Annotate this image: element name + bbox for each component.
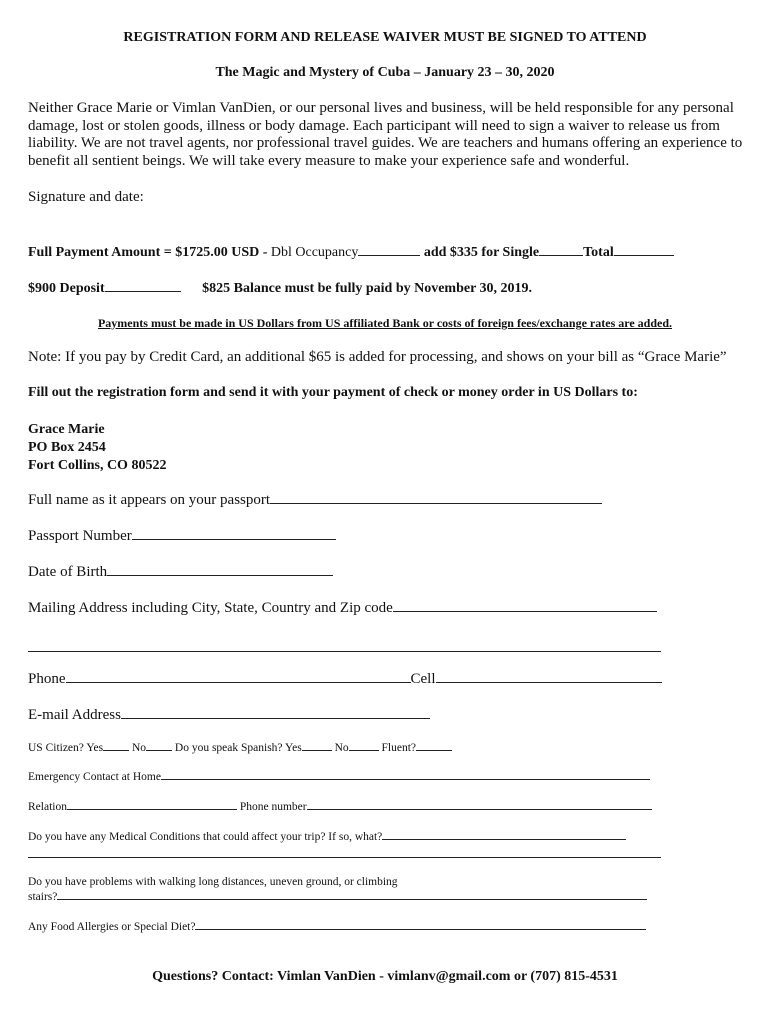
us-citizen-no-field[interactable] — [146, 741, 172, 751]
medical-label: Do you have any Medical Conditions that could affect your trip? If so, what? — [28, 831, 383, 843]
food-row — [28, 920, 646, 933]
passport-row — [28, 527, 336, 545]
single-supplement-label: add $335 for Single — [423, 245, 540, 260]
full-name-field[interactable] — [270, 491, 602, 504]
deposit-field[interactable] — [105, 279, 181, 292]
dob-row — [28, 563, 333, 581]
food-label: Any Food Allergies or Special Diet? — [28, 921, 196, 933]
full-name-row — [28, 491, 602, 509]
form-title: REGISTRATION FORM AND RELEASE WAIVER MUST BE SIGNED TO ATTEND — [123, 30, 647, 45]
us-citizen-yes-field[interactable] — [103, 741, 129, 751]
mailing-address-block — [28, 421, 166, 475]
cell-label: Cell — [410, 671, 436, 687]
address-po-box: PO Box 2454 — [28, 440, 106, 455]
spanish-yes-field[interactable] — [302, 741, 332, 751]
walking-label-line-2: stairs? — [28, 891, 58, 903]
balance-notice: $825 Balance must be fully paid by November 30, 2019. — [202, 281, 533, 296]
relation-field[interactable] — [67, 800, 237, 810]
signature-label: Signature and date: — [28, 189, 144, 205]
spanish-label: Do you speak Spanish? Yes — [174, 742, 302, 754]
send-instructions: Fill out the registration form and send it with your payment of check or money order in US Dollars to: — [28, 385, 638, 400]
emergency-phone-field[interactable] — [307, 800, 652, 810]
us-citizen-no-label: No — [131, 742, 147, 754]
deposit-label: $900 Deposit — [28, 281, 105, 296]
walking-row — [28, 890, 647, 903]
cell-field[interactable] — [436, 670, 662, 683]
dob-field[interactable] — [107, 563, 333, 576]
currency-notice: Payments must be made in US Dollars from US affiliated Bank or costs of foreign fees/exchange rates are added. — [97, 316, 673, 330]
spanish-no-field[interactable] — [349, 741, 379, 751]
full-payment-amount: Full Payment Amount = $1725.00 USD - — [28, 245, 271, 260]
trip-subtitle: The Magic and Mystery of Cuba – January 23 – 30, 2020 — [215, 65, 555, 80]
email-label: E-mail Address — [28, 707, 121, 723]
relation-label: Relation — [28, 801, 67, 813]
dob-label: Date of Birth — [28, 564, 108, 580]
food-field[interactable] — [195, 920, 646, 930]
phone-field[interactable] — [66, 670, 411, 683]
emergency-label: Emergency Contact at Home — [28, 771, 161, 783]
credit-card-note: Note: If you pay by Credit Card, an additional $65 is added for processing, and shows on your bill as “Grace Marie” — [28, 349, 727, 365]
phone-row — [28, 670, 662, 688]
mailing-address-row — [28, 599, 657, 617]
single-field[interactable] — [539, 243, 583, 256]
mailing-address-line-2[interactable] — [28, 651, 661, 652]
address-city: Fort Collins, CO 80522 — [28, 458, 167, 473]
total-label: Total — [583, 245, 614, 260]
mailing-address-label: Mailing Address including City, State, Country and Zip code — [28, 600, 393, 616]
medical-field[interactable] — [382, 830, 626, 840]
payment-line — [28, 243, 674, 261]
contact-footer: Questions? Contact: Vimlan VanDien - vimlanv@gmail.com or (707) 815-4531 — [152, 969, 618, 984]
full-name-label: Full name as it appears on your passport — [28, 492, 271, 508]
phone-label: Phone — [28, 671, 66, 687]
spanish-no-label: No — [334, 742, 349, 754]
passport-label: Passport Number — [28, 528, 132, 544]
deposit-line — [28, 279, 532, 297]
phone-number-label: Phone number — [239, 801, 307, 813]
mailing-address-field[interactable] — [393, 599, 657, 612]
walking-label-line-1: Do you have problems with walking long distances, uneven ground, or climbing — [28, 876, 398, 888]
email-field[interactable] — [121, 706, 430, 719]
fluent-field[interactable] — [416, 741, 452, 751]
total-field[interactable] — [614, 243, 674, 256]
email-row — [28, 706, 430, 724]
waiver-paragraph: Neither Grace Marie or Vimlan VanDien, or our personal lives and business, will be held responsible for any personal damage, lost or stolen goods, illness or body damage. Each participant will need to sign a waiver to release us from liability. We are not travel agents, nor professional travel guides. We are teachers and humans offering an experience to benefit all sentient beings. We will take every measure to make your experience safe and wonderful. — [28, 100, 743, 169]
walking-field[interactable] — [57, 890, 647, 900]
passport-field[interactable] — [132, 527, 336, 540]
medical-row — [28, 830, 626, 843]
relation-row — [28, 800, 652, 813]
medical-line-2[interactable] — [28, 857, 661, 858]
emergency-row — [28, 770, 650, 783]
citizenship-row — [28, 741, 452, 754]
emergency-field[interactable] — [161, 770, 650, 780]
fluent-label: Fluent? — [381, 742, 417, 754]
dbl-occupancy-field[interactable] — [358, 243, 420, 256]
address-name: Grace Marie — [28, 422, 105, 437]
us-citizen-label: US Citizen? Yes — [28, 742, 104, 754]
dbl-occupancy-label: Dbl Occupancy — [270, 245, 359, 260]
